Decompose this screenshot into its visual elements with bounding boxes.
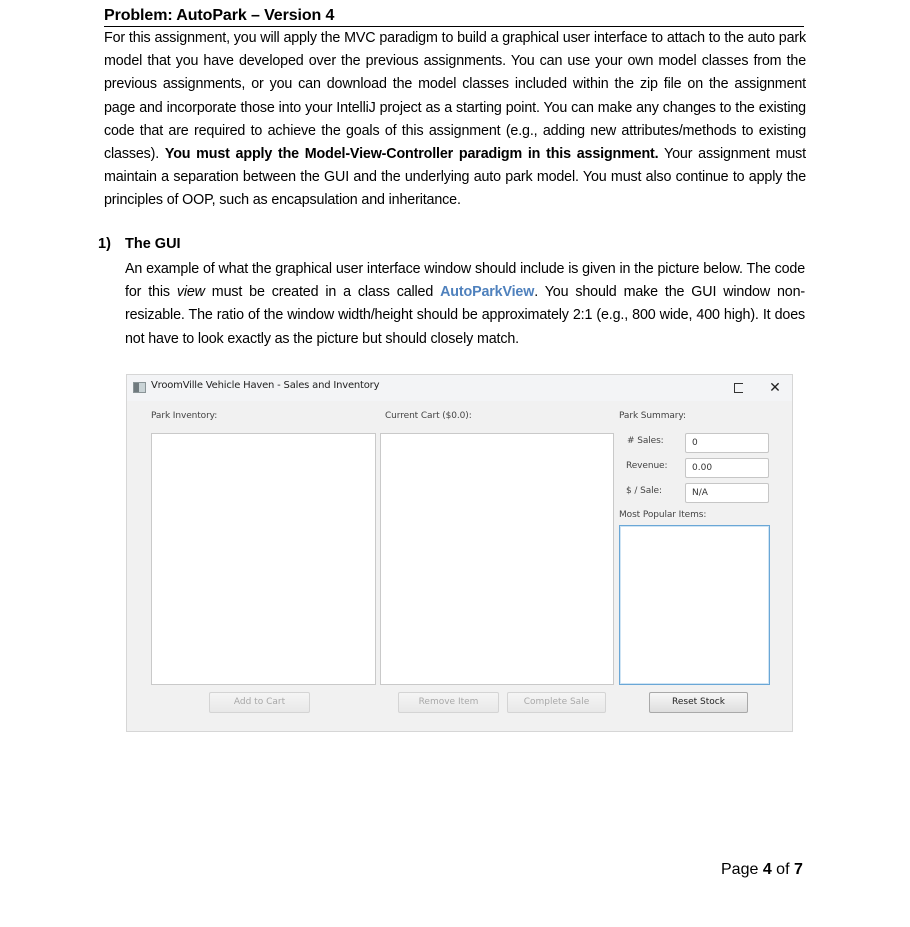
intro-text-2: Your assignment must maintain a separation between the GUI and the underlying auto park model. You must also continue to apply the principles of OOP, such as encapsulation and inheritance. — [104, 146, 806, 209]
complete-sale-button[interactable]: Complete Sale — [507, 692, 606, 713]
maximize-icon — [734, 383, 743, 393]
revenue-field[interactable]: 0.00 — [685, 458, 769, 478]
page-number — [721, 861, 803, 879]
per-sale-label: $ / Sale: — [626, 486, 662, 496]
remove-item-button[interactable]: Remove Item — [398, 692, 499, 713]
reset-stock-button[interactable]: Reset Stock — [649, 692, 748, 713]
maximize-button[interactable] — [724, 378, 752, 398]
park-summary-label: Park Summary: — [619, 411, 686, 421]
add-to-cart-button[interactable]: Add to Cart — [209, 692, 310, 713]
class-name-autoparkview: AutoParkView — [440, 284, 535, 301]
intro-bold-text: You must apply the Model-View-Controller paradigm in this assignment. — [164, 146, 659, 163]
sales-count-field[interactable]: 0 — [685, 433, 769, 453]
intro-text-1: For this assignment, you will apply the MVC paradigm to build a graphical user interface to attach to the auto park model that you have developed over the previous assignments. You can use your own model classes from the previous assignments, or you can download the model classes included within the zip file on the assignment page and incorporate those into your IntelliJ project as a starting point. You can make any changes to the existing code that are required to achieve the goals of this assignment (e.g., adding new attributes/methods to existing classes). — [104, 30, 806, 163]
section-number: 1) — [98, 236, 111, 252]
section-heading — [98, 236, 181, 252]
intro-paragraph — [104, 27, 806, 213]
most-popular-label: Most Popular Items: — [619, 510, 707, 520]
most-popular-list[interactable] — [619, 525, 770, 685]
window-titlebar — [127, 375, 792, 401]
page-prefix: Page — [721, 861, 763, 878]
page-current: 4 — [762, 861, 772, 878]
section-text-1: An example of what the graphical user interface window should include is given in the picture below. The code for this — [125, 261, 805, 301]
per-sale-field[interactable]: N/A — [685, 483, 769, 503]
window-title: VroomVille Vehicle Haven - Sales and Inventory — [151, 380, 380, 391]
current-cart-list[interactable] — [380, 433, 614, 685]
gui-window-example — [126, 374, 793, 732]
section-title: The GUI — [125, 236, 181, 252]
section-text-3: . You should make the GUI window non-resizable. The ratio of the window width/height should be approximately 2:1 (e.g., 800 wide, 400 high). It does not have to look exactly as the picture but should closely match. — [125, 284, 805, 347]
close-button[interactable] — [761, 378, 789, 398]
revenue-label: Revenue: — [626, 461, 668, 471]
sales-count-label: # Sales: — [627, 436, 664, 446]
section-paragraph — [125, 258, 805, 351]
park-inventory-list[interactable] — [151, 433, 376, 685]
park-inventory-label: Park Inventory: — [151, 411, 218, 421]
page-title: Problem: AutoPark – Version 4 — [104, 6, 804, 27]
page-total: 7 — [793, 861, 803, 878]
current-cart-label: Current Cart ($0.0): — [385, 411, 472, 421]
section-text-2: must be created in a class called — [204, 284, 441, 301]
section-italic-view: view — [176, 284, 205, 301]
page-middle: of — [771, 861, 794, 878]
close-icon: ✕ — [769, 380, 781, 396]
app-window-icon — [133, 382, 146, 393]
